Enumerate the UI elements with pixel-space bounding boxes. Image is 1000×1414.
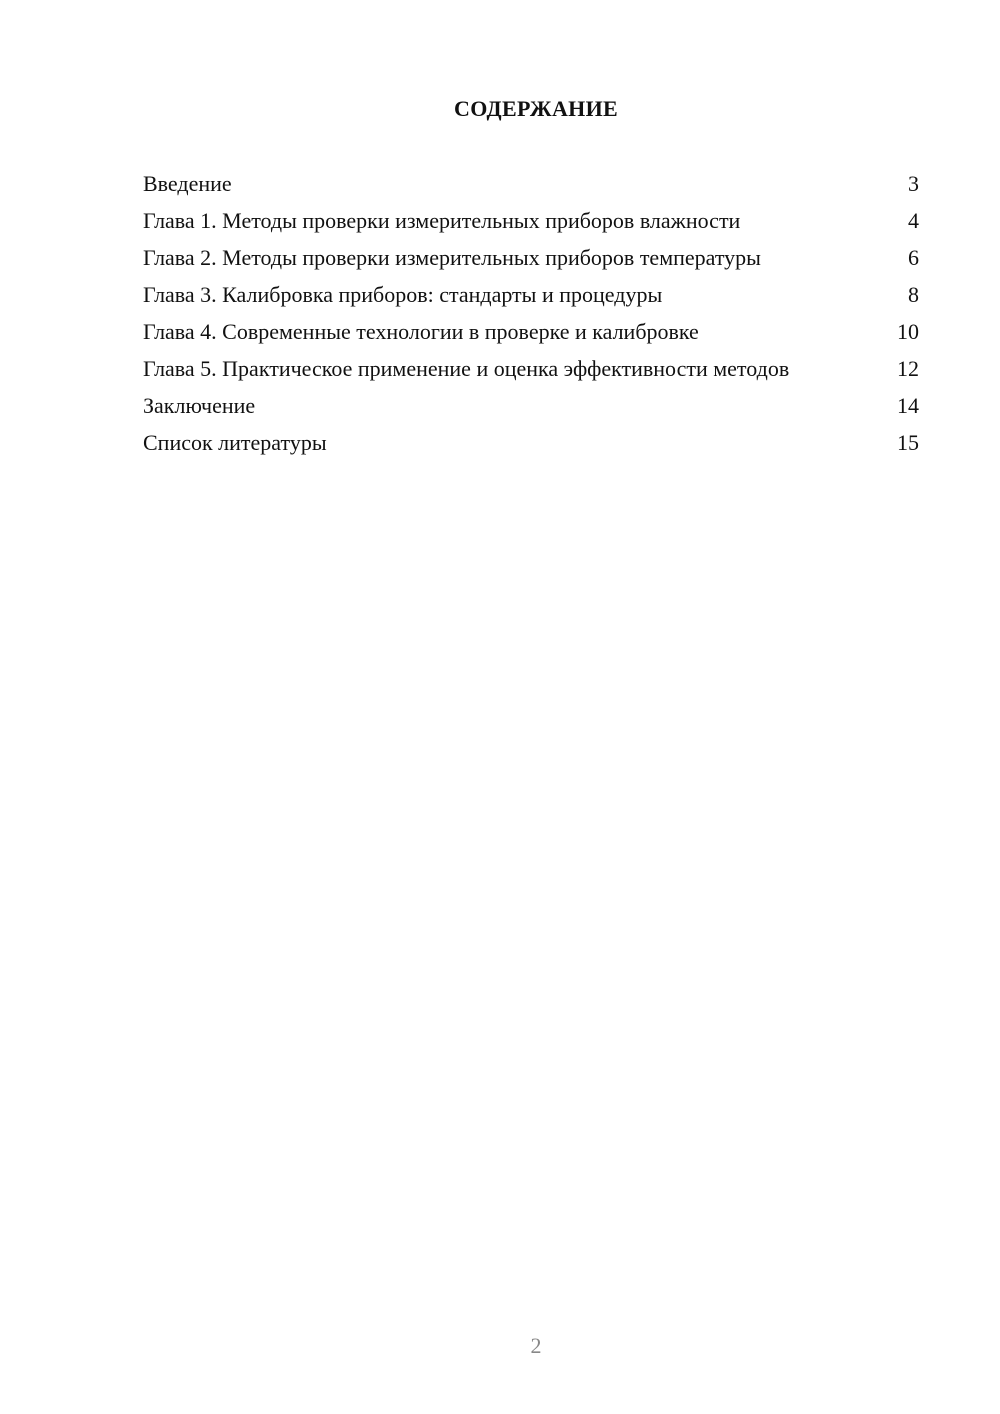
toc-entry-page: 8	[908, 282, 919, 307]
toc-entry-label: Введение	[143, 171, 232, 196]
toc-entry-page: 10	[897, 319, 919, 344]
toc-entry-label: Глава 3. Калибровка приборов: стандарты и процедуры	[143, 282, 663, 307]
toc-entry-label: Глава 4. Современные технологии в проверке и калибровке	[143, 319, 699, 344]
toc-entry-page: 4	[908, 208, 919, 233]
toc-entry-page: 3	[908, 171, 919, 196]
toc-entry-label: Заключение	[143, 393, 256, 418]
toc-entry-conclusion	[143, 392, 919, 419]
toc-entry-label: Список литературы	[143, 430, 327, 455]
toc-entry-introduction	[143, 170, 919, 197]
toc-entry-page: 12	[897, 356, 919, 381]
toc-entry-page: 15	[897, 430, 919, 455]
toc-entry-chapter-2	[143, 244, 919, 271]
page-title: СОДЕРЖАНИЕ	[454, 96, 618, 121]
toc-entry-page: 6	[908, 245, 919, 270]
toc-entry-chapter-5	[143, 355, 919, 382]
toc-entry-label: Глава 2. Методы проверки измерительных приборов температуры	[143, 245, 761, 270]
toc-entry-chapter-4	[143, 318, 919, 345]
toc-entry-chapter-3	[143, 281, 919, 308]
table-of-contents	[143, 170, 919, 466]
toc-entry-bibliography	[143, 429, 919, 456]
toc-entry-page: 14	[897, 393, 919, 418]
toc-entry-chapter-1	[143, 207, 919, 234]
toc-entry-label: Глава 5. Практическое применение и оценка эффективности методов	[143, 356, 790, 381]
page-number: 2	[530, 1333, 542, 1358]
toc-entry-label: Глава 1. Методы проверки измерительных приборов влажности	[143, 208, 741, 233]
